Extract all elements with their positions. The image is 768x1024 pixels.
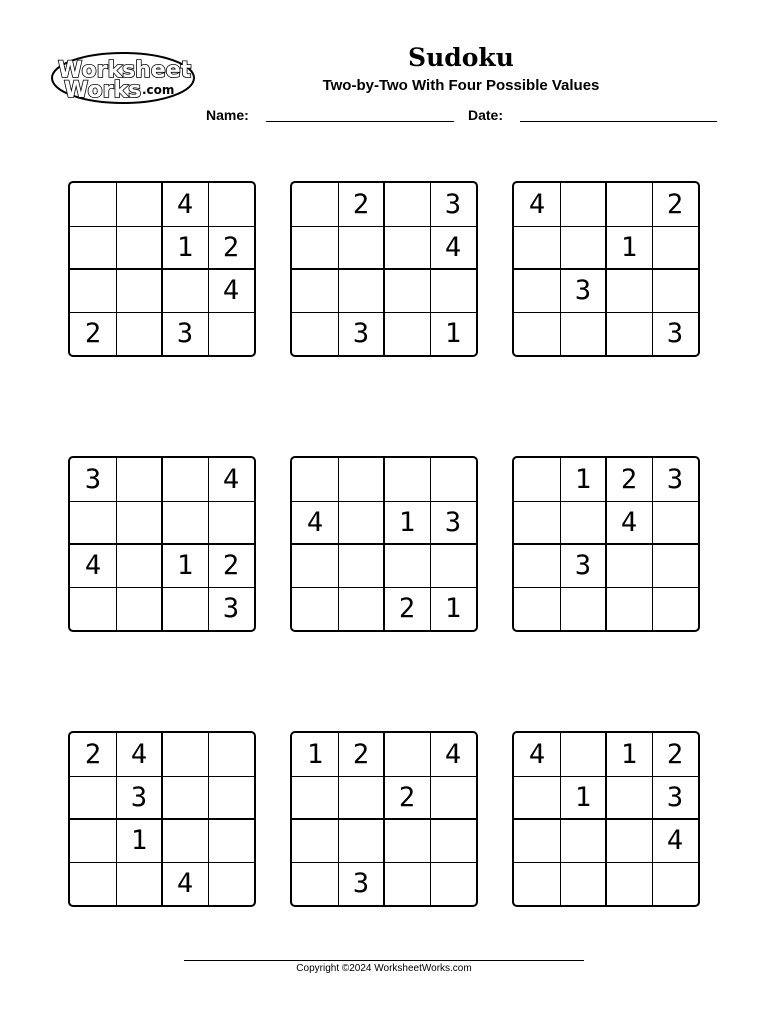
sudoku-cell: 3	[222, 593, 240, 624]
sudoku-cell[interactable]	[292, 776, 338, 819]
sudoku-cell[interactable]	[292, 312, 338, 355]
sudoku-cell[interactable]	[430, 269, 476, 312]
sudoku-cell: 3	[176, 318, 194, 349]
sudoku-cell[interactable]	[514, 226, 560, 269]
page-title: Sudoku	[408, 43, 514, 72]
sudoku-cell[interactable]	[338, 587, 384, 630]
sudoku-cell: 2	[84, 318, 102, 349]
sudoku-cell[interactable]	[560, 183, 606, 226]
sudoku-puzzle-2	[290, 181, 478, 357]
sudoku-cell[interactable]	[116, 458, 162, 501]
sudoku-cell: 1	[176, 550, 194, 581]
sudoku-puzzle-7	[68, 731, 256, 907]
sudoku-cell[interactable]	[430, 819, 476, 862]
sudoku-cell[interactable]	[292, 587, 338, 630]
sudoku-puzzle-6	[512, 456, 700, 632]
sudoku-cell[interactable]	[338, 226, 384, 269]
sudoku-cell[interactable]	[70, 776, 116, 819]
sudoku-puzzle-4	[68, 456, 256, 632]
sudoku-cell[interactable]	[292, 226, 338, 269]
sudoku-cell[interactable]	[606, 862, 652, 905]
sudoku-cell: 3	[352, 868, 370, 899]
sudoku-cell: 1	[574, 782, 592, 813]
sudoku-puzzle-1	[68, 181, 256, 357]
sudoku-cell[interactable]	[384, 269, 430, 312]
sudoku-cell[interactable]	[560, 819, 606, 862]
sudoku-cell: 2	[398, 593, 416, 624]
sudoku-cell[interactable]	[652, 269, 698, 312]
sudoku-cell[interactable]	[208, 733, 254, 776]
sudoku-cell: 2	[222, 550, 240, 581]
sudoku-cell: 4	[176, 189, 194, 220]
sudoku-cell[interactable]	[162, 587, 208, 630]
sudoku-cell[interactable]	[560, 862, 606, 905]
sudoku-cell: 4	[444, 739, 462, 770]
sudoku-cell[interactable]	[338, 501, 384, 544]
sudoku-cell[interactable]	[116, 269, 162, 312]
sudoku-cell[interactable]	[606, 312, 652, 355]
sudoku-cell: 2	[620, 464, 638, 495]
sudoku-cell: 4	[528, 739, 546, 770]
logo-line2: Works	[64, 78, 142, 103]
sudoku-cell[interactable]	[116, 587, 162, 630]
sudoku-cell: 4	[306, 507, 324, 538]
sudoku-cell[interactable]	[70, 269, 116, 312]
sudoku-cell[interactable]	[338, 819, 384, 862]
sudoku-cell[interactable]	[384, 458, 430, 501]
sudoku-cell: 2	[666, 189, 684, 220]
sudoku-cell[interactable]	[430, 776, 476, 819]
sudoku-cell[interactable]	[116, 183, 162, 226]
sudoku-cell: 3	[666, 464, 684, 495]
sudoku-cell: 3	[574, 550, 592, 581]
sudoku-cell[interactable]	[208, 312, 254, 355]
sudoku-cell: 1	[398, 507, 416, 538]
sudoku-cell[interactable]	[430, 862, 476, 905]
sudoku-cell: 3	[444, 507, 462, 538]
sudoku-cell[interactable]	[652, 862, 698, 905]
logo-suffix: .com	[142, 83, 175, 97]
sudoku-cell[interactable]	[514, 819, 560, 862]
sudoku-cell: 4	[130, 739, 148, 770]
sudoku-cell[interactable]	[606, 544, 652, 587]
sudoku-cell[interactable]	[606, 269, 652, 312]
sudoku-cell: 4	[528, 189, 546, 220]
sudoku-cell[interactable]	[208, 776, 254, 819]
sudoku-cell: 4	[620, 507, 638, 538]
sudoku-cell[interactable]	[606, 776, 652, 819]
sudoku-cell[interactable]	[606, 819, 652, 862]
sudoku-cell[interactable]	[384, 544, 430, 587]
sudoku-cell[interactable]	[384, 183, 430, 226]
sudoku-cell[interactable]	[292, 862, 338, 905]
sudoku-cell[interactable]	[384, 862, 430, 905]
sudoku-cell: 4	[176, 868, 194, 899]
sudoku-cell: 1	[620, 739, 638, 770]
sudoku-cell[interactable]	[116, 312, 162, 355]
sudoku-cell[interactable]	[560, 733, 606, 776]
sudoku-puzzle-5	[290, 456, 478, 632]
sudoku-cell[interactable]	[384, 312, 430, 355]
sudoku-cell: 2	[84, 739, 102, 770]
sudoku-cell[interactable]	[384, 819, 430, 862]
sudoku-cell[interactable]	[292, 544, 338, 587]
sudoku-cell[interactable]	[208, 501, 254, 544]
sudoku-cell: 2	[398, 782, 416, 813]
sudoku-cell[interactable]	[606, 183, 652, 226]
sudoku-cell[interactable]	[208, 183, 254, 226]
date-label: Date:	[468, 107, 504, 123]
sudoku-cell: 3	[666, 318, 684, 349]
sudoku-cell: 2	[352, 739, 370, 770]
sudoku-cell[interactable]	[338, 776, 384, 819]
sudoku-cell[interactable]	[70, 501, 116, 544]
worksheetworks-logo	[50, 50, 196, 106]
sudoku-cell[interactable]	[606, 587, 652, 630]
sudoku-cell[interactable]	[162, 458, 208, 501]
sudoku-cell: 3	[352, 318, 370, 349]
sudoku-cell[interactable]	[430, 544, 476, 587]
sudoku-cell[interactable]	[70, 226, 116, 269]
sudoku-cell[interactable]	[338, 458, 384, 501]
sudoku-cell[interactable]	[70, 819, 116, 862]
sudoku-cell[interactable]	[514, 862, 560, 905]
sudoku-cell: 3	[574, 275, 592, 306]
sudoku-cell: 1	[620, 232, 638, 263]
copyright-text: Copyright ©2024 WorksheetWorks.com	[296, 963, 472, 974]
sudoku-cell[interactable]	[560, 501, 606, 544]
sudoku-cell[interactable]	[514, 501, 560, 544]
name-field-line[interactable]	[266, 121, 454, 122]
sudoku-cell: 4	[444, 232, 462, 263]
sudoku-cell[interactable]	[116, 501, 162, 544]
sudoku-cell[interactable]	[384, 226, 430, 269]
sudoku-cell: 3	[130, 782, 148, 813]
sudoku-cell: 1	[574, 464, 592, 495]
sudoku-cell[interactable]	[208, 819, 254, 862]
sudoku-cell[interactable]	[292, 183, 338, 226]
sudoku-cell[interactable]	[292, 269, 338, 312]
sudoku-cell: 4	[84, 550, 102, 581]
sudoku-cell[interactable]	[560, 226, 606, 269]
sudoku-cell[interactable]	[162, 501, 208, 544]
sudoku-cell[interactable]	[116, 226, 162, 269]
name-label: Name:	[206, 107, 249, 123]
sudoku-cell[interactable]	[292, 819, 338, 862]
sudoku-cell[interactable]	[292, 458, 338, 501]
sudoku-cell[interactable]	[514, 458, 560, 501]
sudoku-cell: 3	[84, 464, 102, 495]
sudoku-puzzle-9	[512, 731, 700, 907]
sudoku-cell: 1	[176, 232, 194, 263]
logo-line1: Worksheet	[58, 58, 192, 83]
sudoku-cell: 1	[306, 739, 324, 770]
sudoku-cell[interactable]	[116, 862, 162, 905]
sudoku-cell[interactable]	[162, 819, 208, 862]
sudoku-puzzle-3	[512, 181, 700, 357]
sudoku-cell[interactable]	[338, 269, 384, 312]
sudoku-cell[interactable]	[514, 312, 560, 355]
sudoku-cell[interactable]	[70, 587, 116, 630]
sudoku-cell: 1	[130, 825, 148, 856]
sudoku-cell: 1	[444, 318, 462, 349]
sudoku-cell[interactable]	[514, 776, 560, 819]
sudoku-cell[interactable]	[70, 862, 116, 905]
sudoku-cell[interactable]	[162, 733, 208, 776]
sudoku-cell: 3	[666, 782, 684, 813]
sudoku-cell[interactable]	[70, 183, 116, 226]
sudoku-cell[interactable]	[652, 226, 698, 269]
sudoku-cell[interactable]	[162, 269, 208, 312]
sudoku-cell[interactable]	[560, 587, 606, 630]
sudoku-cell[interactable]	[652, 544, 698, 587]
sudoku-cell: 1	[444, 593, 462, 624]
sudoku-cell: 2	[352, 189, 370, 220]
sudoku-cell[interactable]	[514, 544, 560, 587]
sudoku-cell[interactable]	[652, 501, 698, 544]
page-subtitle: Two-by-Two With Four Possible Values	[322, 77, 600, 94]
sudoku-cell[interactable]	[116, 544, 162, 587]
sudoku-cell: 2	[666, 739, 684, 770]
sudoku-cell[interactable]	[514, 269, 560, 312]
sudoku-cell: 4	[222, 275, 240, 306]
sudoku-cell[interactable]	[430, 458, 476, 501]
sudoku-cell[interactable]	[514, 587, 560, 630]
sudoku-cell[interactable]	[652, 587, 698, 630]
date-field-line[interactable]	[520, 121, 717, 122]
sudoku-cell[interactable]	[560, 312, 606, 355]
sudoku-cell: 4	[222, 464, 240, 495]
sudoku-cell: 4	[666, 825, 684, 856]
sudoku-cell[interactable]	[384, 733, 430, 776]
sudoku-cell[interactable]	[338, 544, 384, 587]
sudoku-cell[interactable]	[208, 862, 254, 905]
sudoku-cell: 2	[222, 232, 240, 263]
sudoku-cell[interactable]	[162, 776, 208, 819]
sudoku-cell: 3	[444, 189, 462, 220]
sudoku-puzzle-8	[290, 731, 478, 907]
footer-divider	[184, 960, 584, 961]
